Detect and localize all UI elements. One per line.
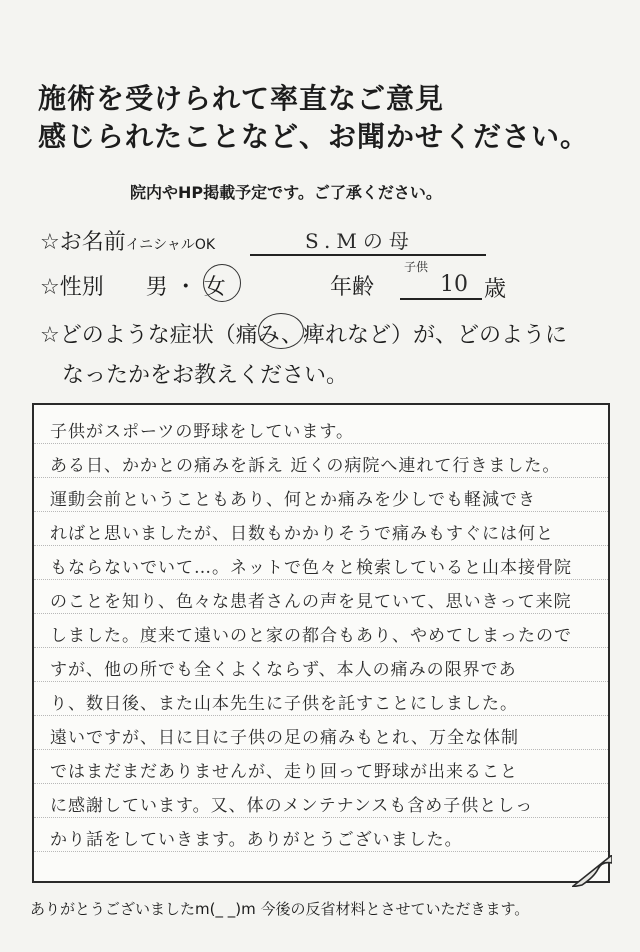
comment-line: すが、他の所でも全くよくならず、本人の痛みの限界であ: [50, 660, 517, 680]
footer-thanks: ありがとうございましたm(_ _)m 今後の反省材料とさせていただきます。: [30, 900, 530, 918]
name-label: ☆お名前: [40, 230, 126, 255]
name-value: S.Mの母: [305, 229, 415, 253]
comment-line: り、数日後、また山本先生に子供を託すことにしました。: [50, 694, 518, 714]
age-unit: 歳: [484, 277, 507, 302]
comment-line: ではまだまだありませんが、走り回って野球が出来ること: [50, 762, 518, 782]
page-curl-icon: [572, 855, 612, 887]
title-line-1: 施術を受けられて率直なご意見: [38, 82, 445, 115]
name-answer-line: [250, 254, 486, 256]
comment-line: しました。度来て遠いのと家の都合もあり、やめてしまったので: [50, 626, 572, 646]
gender-label: ☆性別: [40, 275, 104, 300]
comment-line: ればと思いましたが、日数もかかりそうで痛みもすぐには何と: [50, 524, 554, 544]
age-note: 子供: [404, 260, 429, 274]
comment-line: 遠いですが、日に日に子供の足の痛みもとれ、万全な体制: [50, 728, 520, 748]
form-title: [38, 80, 589, 156]
comment-line: のことを知り、色々な患者さんの声を見ていて、思いきって来院: [50, 592, 572, 612]
age-question: [330, 270, 374, 301]
age-label: 年齢: [330, 275, 375, 300]
comment-line: に感謝しています。又、体のメンテナンスも含め子供としっ: [50, 796, 534, 816]
comment-line: かり話をしていきます。ありがとうございました。: [50, 830, 463, 850]
comment-line: もならないでいて…。ネットで色々と検索していると山本接骨院: [50, 558, 572, 578]
age-answer-line: [400, 298, 482, 300]
name-question: [40, 225, 215, 256]
symptom-line-2: なったかをお教えください。: [62, 363, 349, 388]
gender-female: 女: [203, 275, 226, 300]
comment-line: 運動会前ということもあり、何とか痛みを少しでも軽減でき: [50, 490, 536, 510]
gender-male: 男: [145, 275, 168, 300]
gender-selection-circle: [203, 264, 241, 302]
symptom-line-1: ☆どのような症状（痛み、痺れなど）が、どのように: [40, 323, 568, 348]
name-hint: イニシャルOK: [125, 237, 216, 253]
symptom-selection-circle: [258, 313, 304, 349]
age-value: 10: [440, 272, 468, 297]
comment-line: 子供がスポーツの野球をしています。: [50, 422, 354, 442]
gender-question: [40, 270, 226, 301]
gender-separator: ・: [174, 275, 197, 300]
publication-notice: 院内やHP掲載予定です。ご了承ください。: [130, 183, 442, 202]
comment-paper: [32, 403, 610, 883]
comment-line: ある日、かかとの痛みを訴え 近くの病院へ連れて行きました。: [50, 456, 561, 476]
title-line-2: 感じられたことなど、お聞かせください。: [38, 120, 590, 153]
